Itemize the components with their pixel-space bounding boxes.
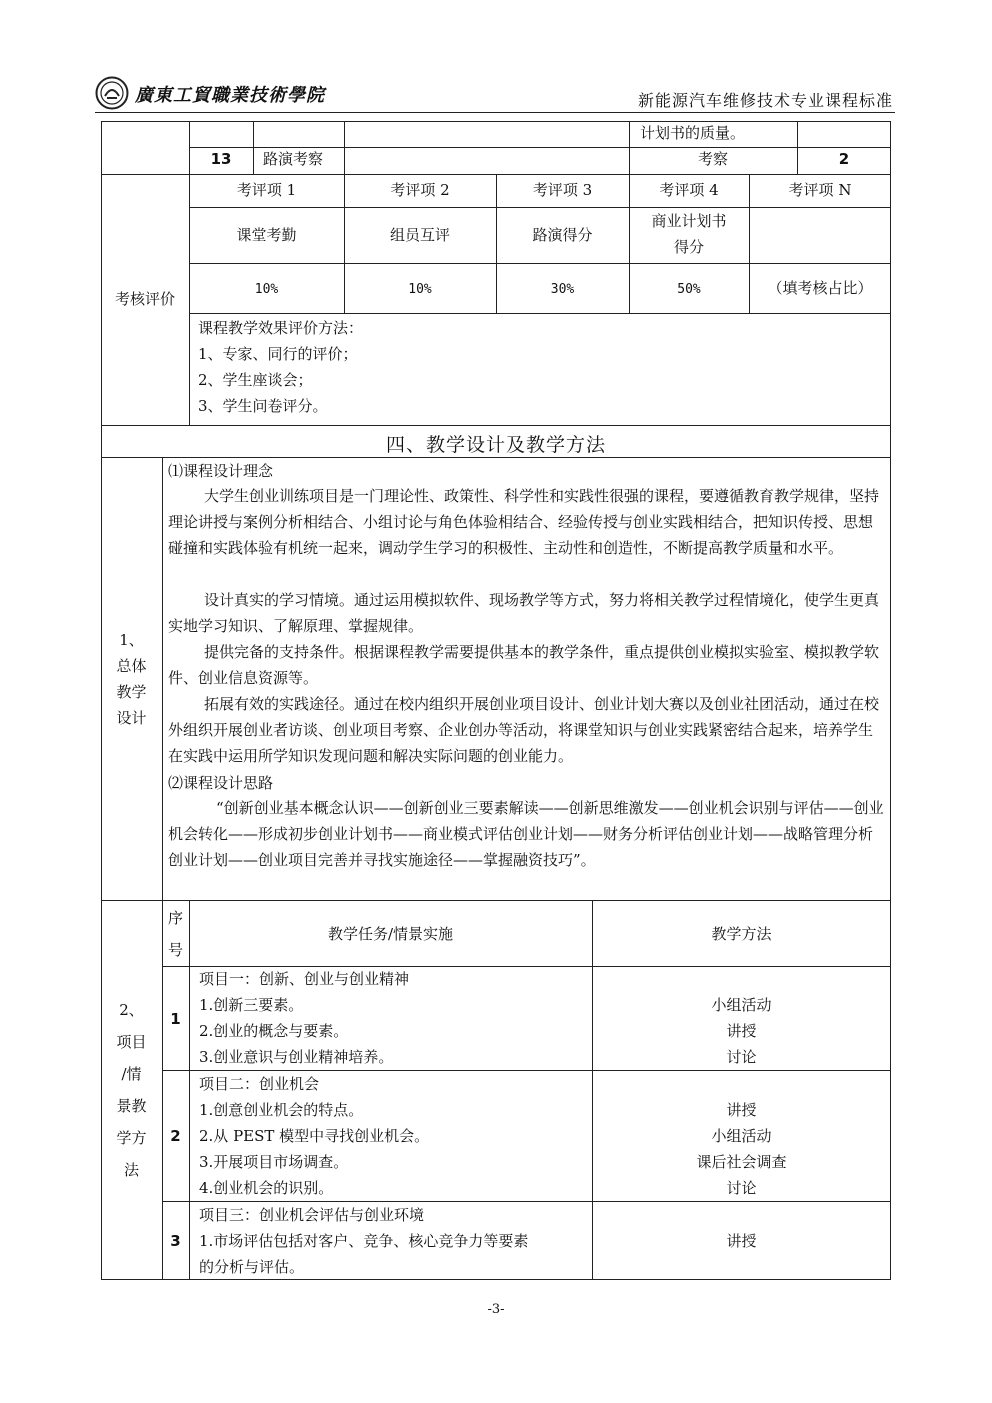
teaching-method: 小组活动	[711, 1127, 772, 1145]
paragraph: 设计真实的学习情境。通过运用模拟软件、现场教学等方式，努力将相关教学过程情境化，使学生更真实地学习知识、了解原理、掌握规律。	[168, 591, 880, 635]
project-item: 3.开展项目市场调查。	[199, 1153, 349, 1171]
overall-design-label: 教学	[116, 683, 147, 701]
criteria-cell: 考察	[697, 150, 728, 168]
paragraph: 提供完备的支持条件。根据课程教学需要提供基本的教学条件，重点提供创业模拟实验室、模拟教学软件、创业信息资源等。	[168, 643, 880, 687]
assessment-weight: 10%	[254, 282, 279, 297]
assessment-weight: （填考核占比）	[767, 279, 873, 297]
teaching-method: 讲授	[726, 1232, 757, 1250]
overall-design-label: 1、	[119, 631, 144, 649]
evaluation-methods-title: 课程教学效果评价方法：	[198, 319, 364, 337]
assessment-item-header: 考评项 3	[532, 181, 593, 199]
section-title: 四、教学设计及教学方法	[385, 434, 606, 456]
assessment-weight: 50%	[677, 282, 701, 297]
projects-label: 学方	[116, 1129, 147, 1147]
project-title: 项目一：创新、创业与创业精神	[199, 970, 410, 988]
evaluation-method: 2、学生座谈会；	[198, 371, 313, 389]
teaching-method: 讲授	[726, 1101, 757, 1119]
overall-design-label: 总体	[116, 657, 147, 675]
assessment-item-name: 商业计划书	[651, 212, 727, 230]
school-name: 廣東工貿職業技術學院	[135, 85, 325, 106]
assessment-item-header: 考评项 4	[659, 181, 719, 199]
project-item: 1.创意创业机会的特点。	[199, 1101, 364, 1119]
criteria-cell: 计划书的质量。	[640, 124, 746, 142]
evaluation-method: 3、学生问卷评分。	[198, 397, 328, 415]
assessment-item-name: 组员互评	[389, 226, 450, 244]
teaching-method: 讨论	[726, 1179, 757, 1197]
assessment-weight: 10%	[408, 282, 432, 297]
assessment-weight: 30%	[550, 282, 575, 297]
project-title: 项目三：创业机会评估与创业环境	[199, 1206, 425, 1224]
teaching-method: 讲授	[726, 1022, 757, 1040]
item-name: 路演考察	[263, 150, 324, 168]
project-title: 项目二：创业机会	[199, 1075, 320, 1093]
col-method-header: 教学方法	[711, 925, 772, 943]
projects-label: 项目	[116, 1033, 147, 1051]
col-task-header: 教学任务/情景实施	[327, 925, 454, 943]
project-item: 1.市场评估包括对客户、竞争、核心竞争力等要素	[199, 1232, 529, 1250]
projects-label: 景教	[116, 1097, 147, 1115]
project-number: 3	[170, 1232, 181, 1250]
projects-label: /情	[121, 1065, 142, 1083]
assessment-label: 考核评价	[114, 290, 175, 308]
evaluation-method: 1、专家、同行的评价；	[198, 345, 358, 363]
projects-label: 法	[123, 1161, 139, 1179]
row-number: 13	[210, 150, 232, 168]
teaching-method: 小组活动	[711, 996, 772, 1014]
project-item: 3.创业意识与创业精神培养。	[199, 1048, 394, 1066]
page-header	[95, 74, 895, 113]
paragraph: 拓展有效的实践途径。通过在校内组织开展创业项目设计、创业计划大赛以及创业社团活动，通过在校外组织开展创业者访谈、创业项目考察、企业创办等活动，将课堂知识与创业实践紧密结合起来，培养学生在实践中运用所学知识发现问题和解决实际问题的创业能力。	[168, 695, 880, 765]
overall-design-label: 设计	[116, 709, 147, 727]
score-cell: 2	[838, 150, 850, 168]
page-number: -3-	[487, 1302, 505, 1317]
assessment-item-name-cont: 得分	[673, 238, 704, 256]
concept-title: ⑴课程设计理念	[168, 462, 274, 480]
project-item: 1.创新三要素。	[199, 996, 304, 1014]
project-item: 2.从 PEST 模型中寻找创业机会。	[199, 1127, 430, 1145]
col-seq-header: 序	[167, 909, 183, 927]
project-item: 2.创业的概念与要素。	[199, 1022, 349, 1040]
assessment-item-header: 考评项 N	[788, 181, 852, 199]
teaching-method: 课后社会调查	[696, 1153, 787, 1171]
project-number: 1	[170, 1010, 181, 1028]
thought-title: ⑵课程设计思路	[168, 774, 274, 792]
paragraph: “创新创业基本概念认识——创新创业三要素解读——创新思维激发——创业机会识别与评估——创业机会转化——形成初步创业计划书——商业模式评估创业计划——财务分析评估创业计划——战略管理分析创业计划——创业项目完善并寻找实施途径——掌握融资技巧”。	[168, 799, 884, 869]
school-logo-icon	[95, 76, 129, 110]
assessment-item-header: 考评项 2	[390, 181, 450, 199]
col-seq-header: 号	[167, 941, 183, 959]
paragraph: 大学生创业训练项目是一门理论性、政策性、科学性和实践性很强的课程，要遵循教育教学规律，坚持理论讲授与案例分析相结合、小组讨论与角色体验相结合、经验传授与创业实践相结合，把知识传授、思想碰撞和实践体验有机统一起来，调动学生学习的积极性、主动性和创造性，不断提高教学质量和水平。	[168, 487, 880, 557]
assessment-item-header: 考评项 1	[236, 181, 297, 199]
projects-label: 2、	[119, 1001, 144, 1019]
doc-title: 新能源汽车维修技术专业课程标准	[637, 91, 893, 110]
assessment-item-name: 课堂考勤	[236, 226, 297, 244]
assessment-item-name: 路演得分	[532, 226, 593, 244]
project-number: 2	[170, 1127, 181, 1145]
teaching-method: 讨论	[726, 1048, 757, 1066]
project-item: 的分析与评估。	[199, 1258, 305, 1276]
project-item: 4.创业机会的识别。	[199, 1179, 334, 1197]
